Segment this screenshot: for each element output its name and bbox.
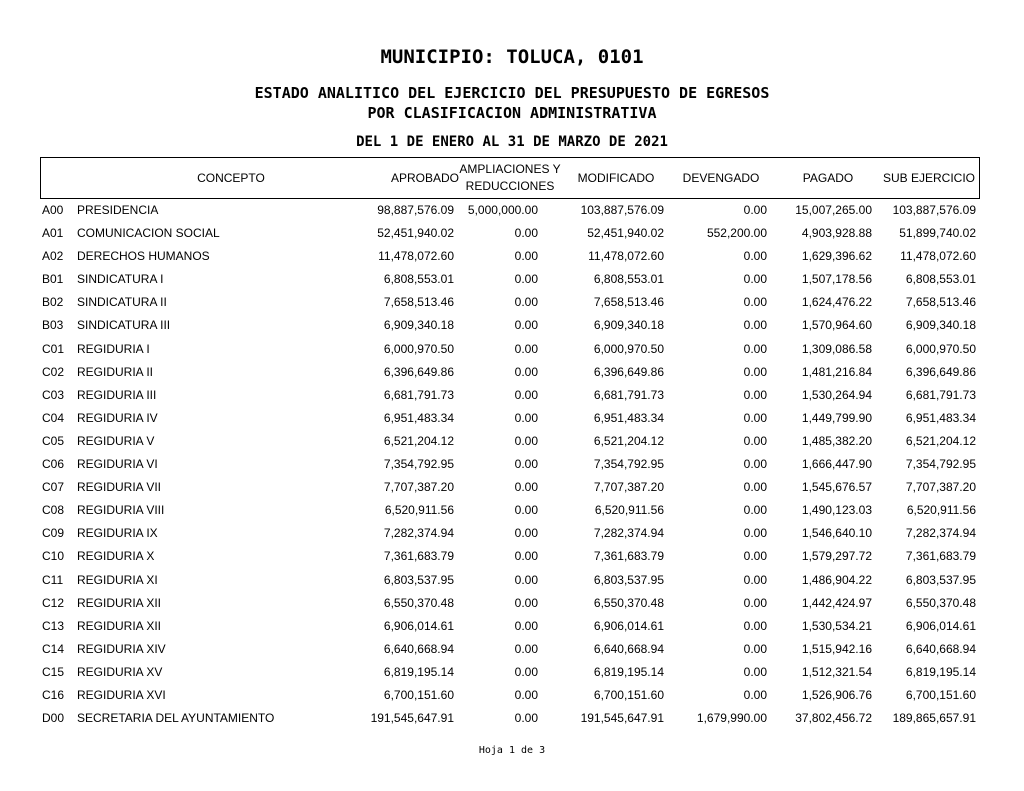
row-pagado: 15,007,265.00 bbox=[795, 203, 872, 217]
row-code: C06 bbox=[42, 457, 65, 472]
table-row bbox=[0, 431, 1024, 454]
table-row bbox=[0, 500, 1024, 523]
row-modificado: 6,909,340.18 bbox=[593, 318, 664, 333]
table-row bbox=[0, 246, 1024, 269]
row-ampliaciones: 0.00 bbox=[514, 503, 538, 518]
table-row bbox=[0, 223, 1024, 246]
row-pagado: 1,507,178.56 bbox=[801, 272, 872, 287]
row-ampliaciones: 0.00 bbox=[514, 618, 538, 633]
row-ampliaciones: 0.00 bbox=[514, 433, 538, 448]
row-pagado: 1,666,447.90 bbox=[801, 457, 872, 472]
table-row bbox=[0, 454, 1024, 477]
row-devengado: 0.00 bbox=[743, 572, 767, 587]
row-devengado: 0.00 bbox=[743, 457, 767, 472]
row-code: C01 bbox=[42, 341, 65, 356]
row-concepto: SINDICATURA I bbox=[77, 272, 164, 287]
row-sub-ejercicio: 6,803,537.95 bbox=[905, 572, 976, 587]
row-sub-ejercicio: 7,707,387.20 bbox=[905, 480, 976, 495]
header-sub-ejercicio: SUB EJERCICIO bbox=[882, 170, 975, 185]
row-code: C16 bbox=[42, 687, 65, 702]
row-concepto: DERECHOS HUMANOS bbox=[77, 249, 210, 264]
row-concepto: REGIDURIA VIII bbox=[77, 503, 165, 518]
row-code: A01 bbox=[42, 226, 64, 241]
table-row bbox=[0, 570, 1024, 593]
row-ampliaciones: 0.00 bbox=[514, 572, 538, 587]
header-concepto: CONCEPTO bbox=[197, 170, 265, 185]
row-code: C12 bbox=[42, 595, 65, 610]
row-aprobado: 6,906,014.61 bbox=[383, 618, 454, 633]
row-pagado: 1,624,476.22 bbox=[801, 295, 872, 310]
row-concepto: REGIDURIA XII bbox=[77, 618, 162, 633]
row-aprobado: 191,545,647.91 bbox=[370, 711, 454, 726]
row-aprobado: 98,887,576.09 bbox=[377, 203, 454, 217]
row-modificado: 11,478,072.60 bbox=[588, 249, 664, 264]
table-row bbox=[0, 639, 1024, 662]
table-row bbox=[0, 339, 1024, 362]
row-pagado: 1,481,216.84 bbox=[801, 364, 872, 379]
row-code: C13 bbox=[42, 618, 65, 633]
row-code: C05 bbox=[42, 433, 65, 448]
row-aprobado: 6,951,483.34 bbox=[383, 410, 454, 425]
row-concepto: REGIDURIA XV bbox=[77, 664, 163, 679]
row-aprobado: 7,354,792.95 bbox=[383, 457, 454, 472]
table-row bbox=[0, 408, 1024, 431]
row-devengado: 0.00 bbox=[743, 433, 767, 448]
row-code: C11 bbox=[42, 572, 64, 587]
row-aprobado: 7,707,387.20 bbox=[383, 480, 454, 495]
row-aprobado: 6,681,791.73 bbox=[383, 387, 454, 402]
row-concepto: REGIDURIA IV bbox=[77, 410, 158, 425]
header-devengado: DEVENGADO bbox=[682, 170, 760, 185]
row-aprobado: 7,282,374.94 bbox=[383, 526, 454, 541]
row-modificado: 6,906,014.61 bbox=[593, 618, 664, 633]
report-period: DEL 1 DE ENERO AL 31 DE MARZO DE 2021 bbox=[356, 134, 668, 150]
row-pagado: 1,526,906.76 bbox=[801, 687, 872, 702]
row-aprobado: 52,451,940.02 bbox=[377, 226, 454, 241]
row-pagado: 1,629,396.62 bbox=[801, 249, 872, 264]
row-ampliaciones: 5,000,000.00 bbox=[467, 203, 538, 217]
row-sub-ejercicio: 6,681,791.73 bbox=[905, 387, 976, 402]
header-ampliaciones-line2: REDUCCIONES bbox=[465, 179, 555, 193]
row-concepto: REGIDURIA IX bbox=[77, 526, 158, 541]
row-aprobado: 6,909,340.18 bbox=[383, 318, 454, 333]
table-row bbox=[0, 546, 1024, 569]
row-modificado: 6,951,483.34 bbox=[593, 410, 664, 425]
row-concepto: REGIDURIA VII bbox=[77, 480, 162, 495]
row-concepto: SINDICATURA II bbox=[77, 295, 167, 310]
report-subtitle-line2: POR CLASIFICACION ADMINISTRATIVA bbox=[367, 104, 657, 122]
row-ampliaciones: 0.00 bbox=[514, 387, 538, 402]
row-modificado: 7,354,792.95 bbox=[593, 457, 664, 472]
row-code: C02 bbox=[42, 364, 65, 379]
row-ampliaciones: 0.00 bbox=[514, 641, 538, 656]
row-modificado: 191,545,647.91 bbox=[580, 711, 664, 726]
row-modificado: 6,640,668.94 bbox=[593, 641, 664, 656]
row-code: C04 bbox=[42, 410, 65, 425]
row-sub-ejercicio: 103,887,576.09 bbox=[892, 203, 976, 217]
row-devengado: 0.00 bbox=[743, 410, 767, 425]
row-pagado: 1,515,942.16 bbox=[801, 641, 872, 656]
row-ampliaciones: 0.00 bbox=[514, 410, 538, 425]
row-ampliaciones: 0.00 bbox=[514, 549, 538, 564]
row-concepto: REGIDURIA III bbox=[77, 387, 157, 402]
row-code: C07 bbox=[42, 480, 65, 495]
row-devengado: 0.00 bbox=[743, 641, 767, 656]
table-row bbox=[0, 362, 1024, 385]
row-devengado: 0.00 bbox=[743, 203, 767, 217]
row-sub-ejercicio: 6,819,195.14 bbox=[905, 664, 976, 679]
row-sub-ejercicio: 7,282,374.94 bbox=[905, 526, 976, 541]
row-pagado: 1,545,676.57 bbox=[801, 480, 872, 495]
row-aprobado: 6,520,911.56 bbox=[384, 503, 454, 518]
row-modificado: 7,707,387.20 bbox=[593, 480, 664, 495]
row-devengado: 0.00 bbox=[743, 480, 767, 495]
row-sub-ejercicio: 6,808,553.01 bbox=[905, 272, 976, 287]
table-row bbox=[0, 523, 1024, 546]
row-pagado: 1,530,264.94 bbox=[801, 387, 872, 402]
row-devengado: 0.00 bbox=[743, 295, 767, 310]
row-modificado: 103,887,576.09 bbox=[580, 203, 664, 217]
row-modificado: 6,521,204.12 bbox=[593, 433, 664, 448]
row-code: C10 bbox=[42, 549, 65, 564]
row-ampliaciones: 0.00 bbox=[514, 480, 538, 495]
row-code: C09 bbox=[42, 526, 65, 541]
row-concepto: SINDICATURA III bbox=[77, 318, 171, 333]
row-aprobado: 6,550,370.48 bbox=[383, 595, 454, 610]
row-code: C08 bbox=[42, 503, 65, 518]
row-modificado: 7,361,683.79 bbox=[593, 549, 664, 564]
row-ampliaciones: 0.00 bbox=[514, 318, 538, 333]
row-sub-ejercicio: 7,658,513.46 bbox=[905, 295, 976, 310]
header-modificado: MODIFICADO bbox=[577, 170, 655, 185]
row-code: C15 bbox=[42, 664, 65, 679]
row-aprobado: 6,819,195.14 bbox=[383, 664, 454, 679]
row-code: C03 bbox=[42, 387, 65, 402]
row-sub-ejercicio: 6,700,151.60 bbox=[905, 687, 976, 702]
row-aprobado: 6,396,649.86 bbox=[383, 364, 454, 379]
row-pagado: 1,309,086.58 bbox=[801, 341, 872, 356]
row-sub-ejercicio: 6,640,668.94 bbox=[905, 641, 976, 656]
row-pagado: 1,442,424.97 bbox=[801, 595, 872, 610]
row-modificado: 6,000,970.50 bbox=[593, 341, 664, 356]
row-code: A00 bbox=[42, 203, 64, 217]
row-devengado: 0.00 bbox=[743, 595, 767, 610]
row-devengado: 0.00 bbox=[743, 318, 767, 333]
row-code: B01 bbox=[42, 272, 64, 287]
table-row bbox=[0, 385, 1024, 408]
row-devengado: 0.00 bbox=[743, 618, 767, 633]
row-concepto: REGIDURIA VI bbox=[77, 457, 158, 472]
row-pagado: 1,485,382.20 bbox=[801, 433, 872, 448]
row-devengado: 0.00 bbox=[743, 549, 767, 564]
row-modificado: 7,282,374.94 bbox=[593, 526, 664, 541]
row-sub-ejercicio: 7,361,683.79 bbox=[905, 549, 976, 564]
row-sub-ejercicio: 6,906,014.61 bbox=[905, 618, 976, 633]
row-ampliaciones: 0.00 bbox=[514, 457, 538, 472]
header-pagado: PAGADO bbox=[802, 170, 854, 185]
row-code: C14 bbox=[42, 641, 65, 656]
row-pagado: 1,490,123.03 bbox=[801, 503, 872, 518]
row-devengado: 0.00 bbox=[743, 664, 767, 679]
row-devengado: 0.00 bbox=[743, 364, 767, 379]
row-concepto: SECRETARIA DEL AYUNTAMIENTO bbox=[77, 711, 275, 726]
row-pagado: 1,530,534.21 bbox=[801, 618, 872, 633]
row-sub-ejercicio: 6,521,204.12 bbox=[905, 433, 976, 448]
row-ampliaciones: 0.00 bbox=[514, 687, 538, 702]
table-row bbox=[0, 315, 1024, 338]
table-row bbox=[0, 685, 1024, 708]
row-modificado: 6,681,791.73 bbox=[593, 387, 664, 402]
row-devengado: 1,679,990.00 bbox=[696, 711, 767, 726]
row-devengado: 0.00 bbox=[743, 249, 767, 264]
row-concepto: REGIDURIA XI bbox=[77, 572, 158, 587]
row-modificado: 7,658,513.46 bbox=[593, 295, 664, 310]
row-sub-ejercicio: 7,354,792.95 bbox=[905, 457, 976, 472]
row-concepto: REGIDURIA I bbox=[77, 341, 150, 356]
row-ampliaciones: 0.00 bbox=[514, 595, 538, 610]
row-concepto: REGIDURIA X bbox=[77, 549, 155, 564]
row-devengado: 0.00 bbox=[743, 341, 767, 356]
row-concepto: REGIDURIA II bbox=[77, 364, 154, 379]
table-row bbox=[0, 593, 1024, 616]
row-concepto: REGIDURIA XII bbox=[77, 595, 162, 610]
header-aprobado: APROBADO bbox=[390, 170, 459, 185]
row-modificado: 52,451,940.02 bbox=[587, 226, 664, 241]
row-ampliaciones: 0.00 bbox=[514, 341, 538, 356]
page-number: Hoja 1 de 3 bbox=[478, 745, 546, 756]
row-sub-ejercicio: 6,396,649.86 bbox=[905, 364, 976, 379]
row-ampliaciones: 0.00 bbox=[514, 664, 538, 679]
row-concepto: COMUNICACION SOCIAL bbox=[77, 226, 220, 241]
row-aprobado: 6,521,204.12 bbox=[383, 433, 454, 448]
row-ampliaciones: 0.00 bbox=[514, 711, 538, 726]
row-pagado: 1,579,297.72 bbox=[801, 549, 872, 564]
row-concepto: REGIDURIA XIV bbox=[77, 641, 166, 656]
row-devengado: 0.00 bbox=[743, 503, 767, 518]
row-pagado: 1,570,964.60 bbox=[801, 318, 872, 333]
row-aprobado: 6,808,553.01 bbox=[383, 272, 454, 287]
table-header bbox=[40, 157, 980, 199]
row-devengado: 552,200.00 bbox=[706, 226, 767, 241]
row-modificado: 6,700,151.60 bbox=[593, 687, 664, 702]
row-modificado: 6,520,911.56 bbox=[594, 503, 664, 518]
row-pagado: 1,449,799.90 bbox=[801, 410, 872, 425]
row-ampliaciones: 0.00 bbox=[514, 226, 538, 241]
row-sub-ejercicio: 51,899,740.02 bbox=[899, 226, 976, 241]
row-devengado: 0.00 bbox=[743, 387, 767, 402]
row-pagado: 1,512,321.54 bbox=[801, 664, 872, 679]
row-ampliaciones: 0.00 bbox=[514, 249, 538, 264]
row-modificado: 6,396,649.86 bbox=[593, 364, 664, 379]
row-pagado: 4,903,928.88 bbox=[801, 226, 872, 241]
row-modificado: 6,803,537.95 bbox=[593, 572, 664, 587]
row-pagado: 1,546,640.10 bbox=[801, 526, 872, 541]
row-aprobado: 7,361,683.79 bbox=[383, 549, 454, 564]
report-title: MUNICIPIO: TOLUCA, 0101 bbox=[380, 46, 644, 68]
table-row bbox=[0, 477, 1024, 500]
table-body bbox=[0, 200, 1024, 731]
header-ampliaciones bbox=[445, 158, 575, 198]
row-sub-ejercicio: 6,520,911.56 bbox=[906, 503, 976, 518]
row-concepto: REGIDURIA XVI bbox=[77, 687, 166, 702]
row-aprobado: 6,640,668.94 bbox=[383, 641, 454, 656]
row-sub-ejercicio: 6,909,340.18 bbox=[905, 318, 976, 333]
row-sub-ejercicio: 6,951,483.34 bbox=[905, 410, 976, 425]
table-row bbox=[0, 616, 1024, 639]
row-ampliaciones: 0.00 bbox=[514, 526, 538, 541]
row-aprobado: 11,478,072.60 bbox=[378, 249, 454, 264]
table-row bbox=[0, 662, 1024, 685]
row-sub-ejercicio: 11,478,072.60 bbox=[900, 249, 976, 264]
row-concepto: PRESIDENCIA bbox=[77, 203, 159, 217]
table-row bbox=[0, 200, 1024, 223]
row-code: B02 bbox=[42, 295, 64, 310]
row-aprobado: 6,000,970.50 bbox=[383, 341, 454, 356]
table-row bbox=[0, 292, 1024, 315]
row-code: D00 bbox=[42, 711, 65, 726]
row-sub-ejercicio: 6,000,970.50 bbox=[905, 341, 976, 356]
row-aprobado: 6,803,537.95 bbox=[383, 572, 454, 587]
table-row bbox=[0, 269, 1024, 292]
row-sub-ejercicio: 189,865,657.91 bbox=[892, 711, 976, 726]
row-devengado: 0.00 bbox=[743, 526, 767, 541]
row-code: B03 bbox=[42, 318, 64, 333]
row-sub-ejercicio: 6,550,370.48 bbox=[905, 595, 976, 610]
row-modificado: 6,819,195.14 bbox=[593, 664, 664, 679]
row-devengado: 0.00 bbox=[743, 272, 767, 287]
row-code: A02 bbox=[42, 249, 64, 264]
row-ampliaciones: 0.00 bbox=[514, 295, 538, 310]
row-modificado: 6,808,553.01 bbox=[593, 272, 664, 287]
row-ampliaciones: 0.00 bbox=[514, 272, 538, 287]
row-modificado: 6,550,370.48 bbox=[593, 595, 664, 610]
row-ampliaciones: 0.00 bbox=[514, 364, 538, 379]
row-aprobado: 6,700,151.60 bbox=[383, 687, 454, 702]
table-row bbox=[0, 708, 1024, 731]
row-pagado: 1,486,904.22 bbox=[801, 572, 872, 587]
row-concepto: REGIDURIA V bbox=[77, 433, 155, 448]
report-subtitle-line1: ESTADO ANALITICO DEL EJERCICIO DEL PRESUPUESTO DE EGRESOS bbox=[254, 84, 770, 102]
header-ampliaciones-line1: AMPLIACIONES Y bbox=[459, 162, 561, 176]
row-devengado: 0.00 bbox=[743, 687, 767, 702]
row-pagado: 37,802,456.72 bbox=[795, 711, 872, 726]
row-aprobado: 7,658,513.46 bbox=[383, 295, 454, 310]
